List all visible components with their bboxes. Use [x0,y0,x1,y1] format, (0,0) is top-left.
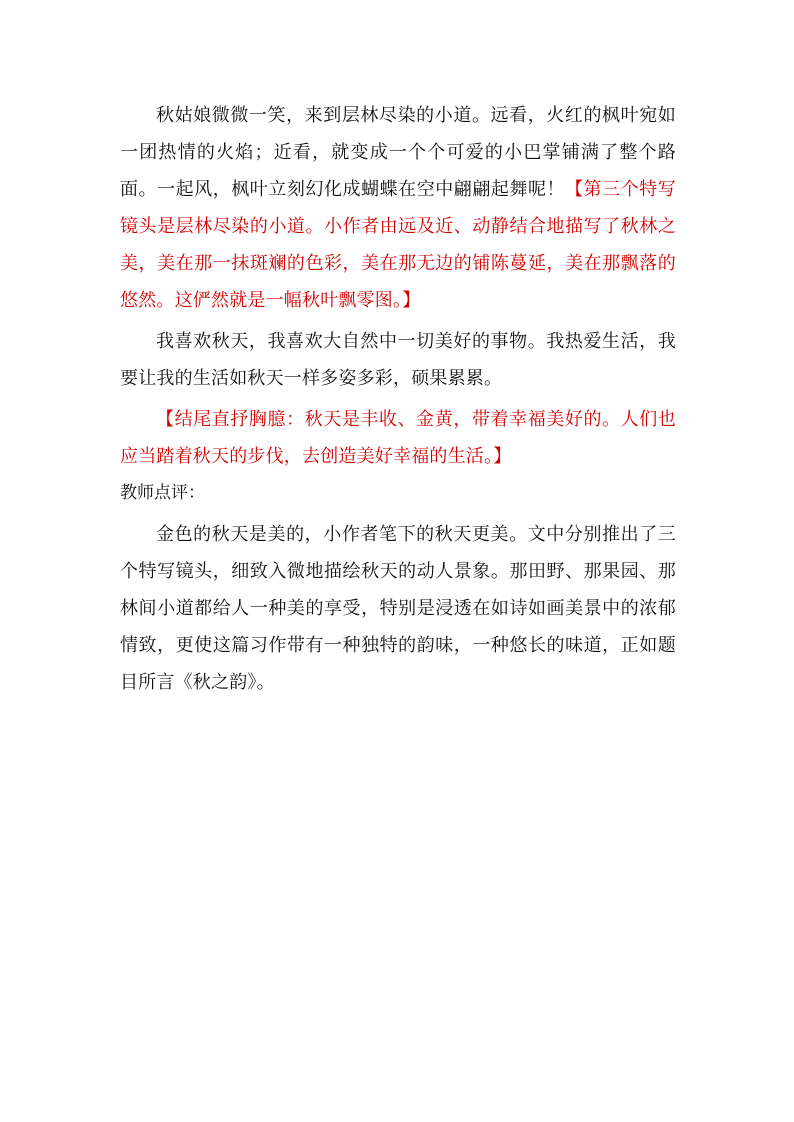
paragraph-love-autumn: 我喜欢秋天，我喜欢大自然中一切美好的事物。我热爱生活，我要让我的生活如秋天一样多姿多彩，硕果累累。 [120,331,676,389]
paragraph-autumn-path-text: 秋姑娘微微一笑，来到层林尽染的小道。远看，火红的枫叶宛如一团热情的火焰；近看，就变成一个个可爱的小巴掌铺满了整个路面。一起风，枫叶立刻幻化成蝴蝶在空中翩翩起舞呢！ [120,105,676,200]
annotation-third-closeup: 【第三个特写镜头是层林尽染的小道。小作者由远及近、动静结合地描写了秋林之美，美在那一抹斑斓的色彩，美在那无边的铺陈蔓延，美在那飘落的悠然。这俨然就是一幅秋叶飘零图。】 [120,179,676,311]
teacher-review-text: 金色的秋天是美的，小作者笔下的秋天更美。文中分别推出了三个特写镜头，细致入微地描绘秋天的动人景象。那田野、那果园、那林间小道都给人一种美的享受，特别是浸透在如诗如画美景中的浓郁情致，更使这篇习作带有一种独特的韵味，一种悠长的味道，正如题目所言《秋之韵》。 [120,524,676,693]
annotation-ending: 【结尾直抒胸臆：秋天是丰收、金黄，带着幸福美好的。人们也应当踏着秋天的步伐，去创造美好幸福的生活。】 [120,409,676,467]
paragraph-autumn-path [120,97,676,319]
document-page [120,97,676,701]
teacher-review-label: 教师点评： [120,483,205,503]
